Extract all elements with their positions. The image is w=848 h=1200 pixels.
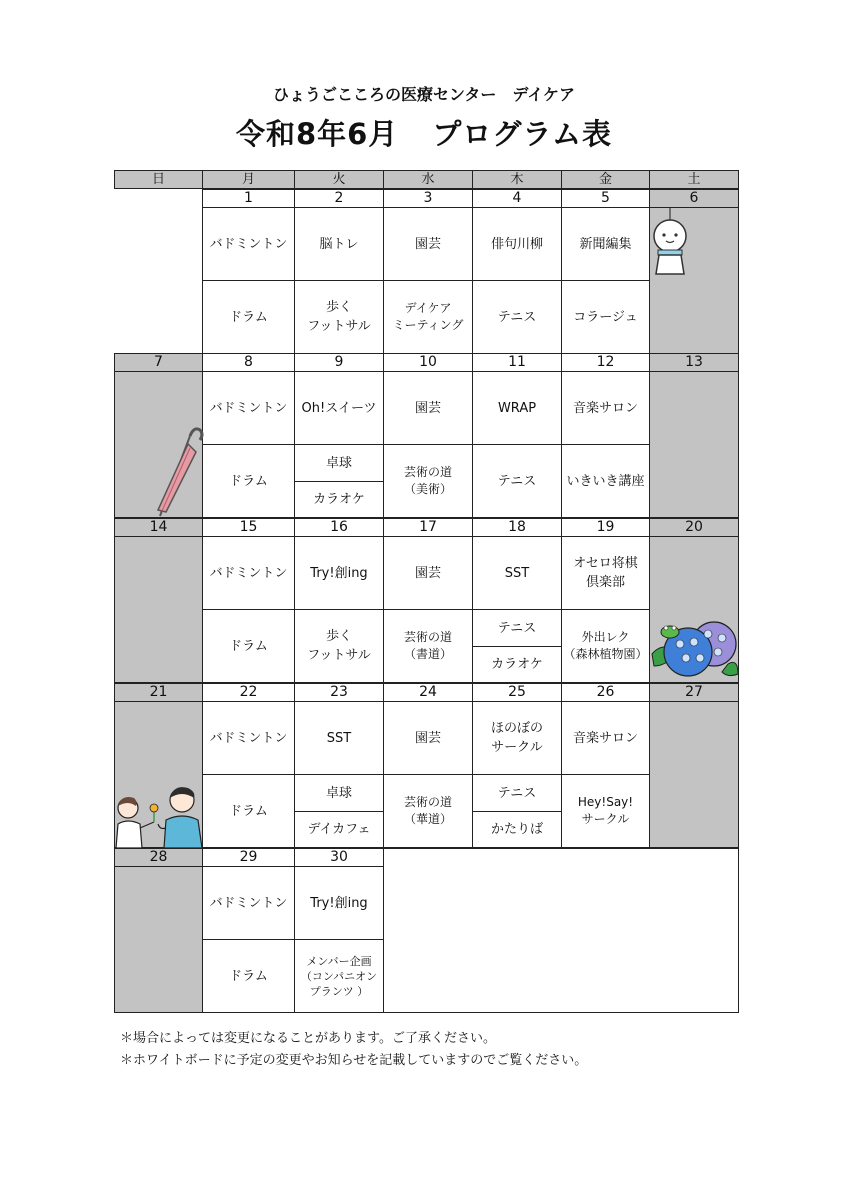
day-number: 12 — [561, 353, 650, 372]
pm-program: ドラム — [202, 774, 295, 848]
children-flower-icon — [114, 784, 204, 848]
day-number: 18 — [472, 518, 562, 537]
umbrella-icon — [150, 424, 210, 519]
am-program: バドミントン — [202, 536, 295, 610]
day-number: 4 — [472, 189, 562, 208]
day-number: 20 — [649, 518, 739, 537]
am-program: 園芸 — [383, 701, 473, 775]
day-number: 1 — [202, 189, 295, 208]
weekday-header: 木 — [472, 170, 562, 189]
am-program: 園芸 — [383, 207, 473, 281]
title-date: 令和8年6月 — [235, 117, 399, 151]
am-program: 新聞編集 — [561, 207, 650, 281]
am-program: 俳句川柳 — [472, 207, 562, 281]
day-number: 6 — [649, 189, 739, 208]
pm-program: 歩く フットサル — [294, 609, 384, 683]
pm-program: 芸術の道 （華道） — [383, 774, 473, 848]
weekday-header: 水 — [383, 170, 473, 189]
day-number: 9 — [294, 353, 384, 372]
page-title — [0, 112, 848, 153]
am-program: WRAP — [472, 371, 562, 445]
day-number: 26 — [561, 683, 650, 702]
weekday-header: 月 — [202, 170, 295, 189]
day-number: 13 — [649, 353, 739, 372]
am-program: 音楽サロン — [561, 371, 650, 445]
day-number: 15 — [202, 518, 295, 537]
day-number: 25 — [472, 683, 562, 702]
day-number: 5 — [561, 189, 650, 208]
day-number: 19 — [561, 518, 650, 537]
am-program: オセロ将棋 倶楽部 — [561, 536, 650, 610]
weekday-header: 金 — [561, 170, 650, 189]
am-program: SST — [472, 536, 562, 610]
empty-area — [383, 848, 739, 1013]
note-2: ＊ホワイトボードに予定の変更やお知らせを記載していますのでご覧ください。 — [120, 1053, 588, 1068]
pm-program: 芸術の道 （書道） — [383, 609, 473, 683]
teru-teru-bozu-icon — [650, 208, 690, 278]
weekend-cell — [649, 701, 739, 848]
pm-program: メンバー企画 （コンパニオン プランツ ） — [294, 939, 384, 1013]
hydrangea-frog-icon — [648, 614, 740, 684]
pm-program: カラオケ — [472, 646, 562, 683]
day-number: 21 — [114, 683, 203, 702]
day-number: 14 — [114, 518, 203, 537]
day-number: 17 — [383, 518, 473, 537]
day-number: 24 — [383, 683, 473, 702]
pm-program: Hey!Say! サークル — [561, 774, 650, 848]
pm-program: 卓球 — [294, 774, 384, 812]
day-number: 2 — [294, 189, 384, 208]
am-program: バドミントン — [202, 207, 295, 281]
day-number: 30 — [294, 848, 384, 867]
pm-program: デイケア ミーティング — [383, 280, 473, 354]
day-number: 7 — [114, 353, 203, 372]
center-name: ひょうごこころの医療センター デイケア — [273, 85, 575, 104]
pm-program: いきいき講座 — [561, 444, 650, 518]
notes — [120, 1028, 587, 1072]
am-program: Oh!スイーツ — [294, 371, 384, 445]
pm-program: ドラム — [202, 609, 295, 683]
weekend-cell — [114, 866, 203, 1013]
pm-program: 歩く フットサル — [294, 280, 384, 354]
pm-program: テニス — [472, 444, 562, 518]
day-number: 11 — [472, 353, 562, 372]
pm-program: 外出レク （森林植物園） — [561, 609, 650, 683]
day-number: 23 — [294, 683, 384, 702]
note-1: ＊場合によっては変更になることがあります。ご了承ください。 — [120, 1031, 496, 1046]
day-number: 29 — [202, 848, 295, 867]
pm-program: かたりば — [472, 811, 562, 848]
pm-program: ドラム — [202, 939, 295, 1013]
pm-program: ドラム — [202, 280, 295, 354]
pm-program: 卓球 — [294, 444, 384, 482]
am-program: 脳トレ — [294, 207, 384, 281]
am-program: SST — [294, 701, 384, 775]
am-program: バドミントン — [202, 701, 295, 775]
day-number: 27 — [649, 683, 739, 702]
program-calendar — [114, 170, 738, 1013]
title-name: プログラム表 — [432, 117, 613, 151]
pm-program: コラージュ — [561, 280, 650, 354]
pm-program: テニス — [472, 774, 562, 812]
day-number: 22 — [202, 683, 295, 702]
am-program: 園芸 — [383, 536, 473, 610]
pm-program: デイカフェ — [294, 811, 384, 848]
am-program: バドミントン — [202, 866, 295, 940]
day-number: 28 — [114, 848, 203, 867]
pm-program: テニス — [472, 280, 562, 354]
pm-program: ドラム — [202, 444, 295, 518]
am-program: 音楽サロン — [561, 701, 650, 775]
day-number: 3 — [383, 189, 473, 208]
am-program: 園芸 — [383, 371, 473, 445]
pm-program: 芸術の道 （美術） — [383, 444, 473, 518]
weekend-cell — [114, 536, 203, 683]
am-program: Try!創ing — [294, 866, 384, 940]
am-program: Try!創ing — [294, 536, 384, 610]
day-number: 16 — [294, 518, 384, 537]
weekday-header: 火 — [294, 170, 384, 189]
am-program: ほのぼの サークル — [472, 701, 562, 775]
am-program: バドミントン — [202, 371, 295, 445]
day-number: 8 — [202, 353, 295, 372]
day-number: 10 — [383, 353, 473, 372]
weekday-header: 日 — [114, 170, 203, 189]
weekend-cell — [649, 371, 739, 518]
pm-program: カラオケ — [294, 481, 384, 518]
weekday-header: 土 — [649, 170, 739, 189]
pm-program: テニス — [472, 609, 562, 647]
